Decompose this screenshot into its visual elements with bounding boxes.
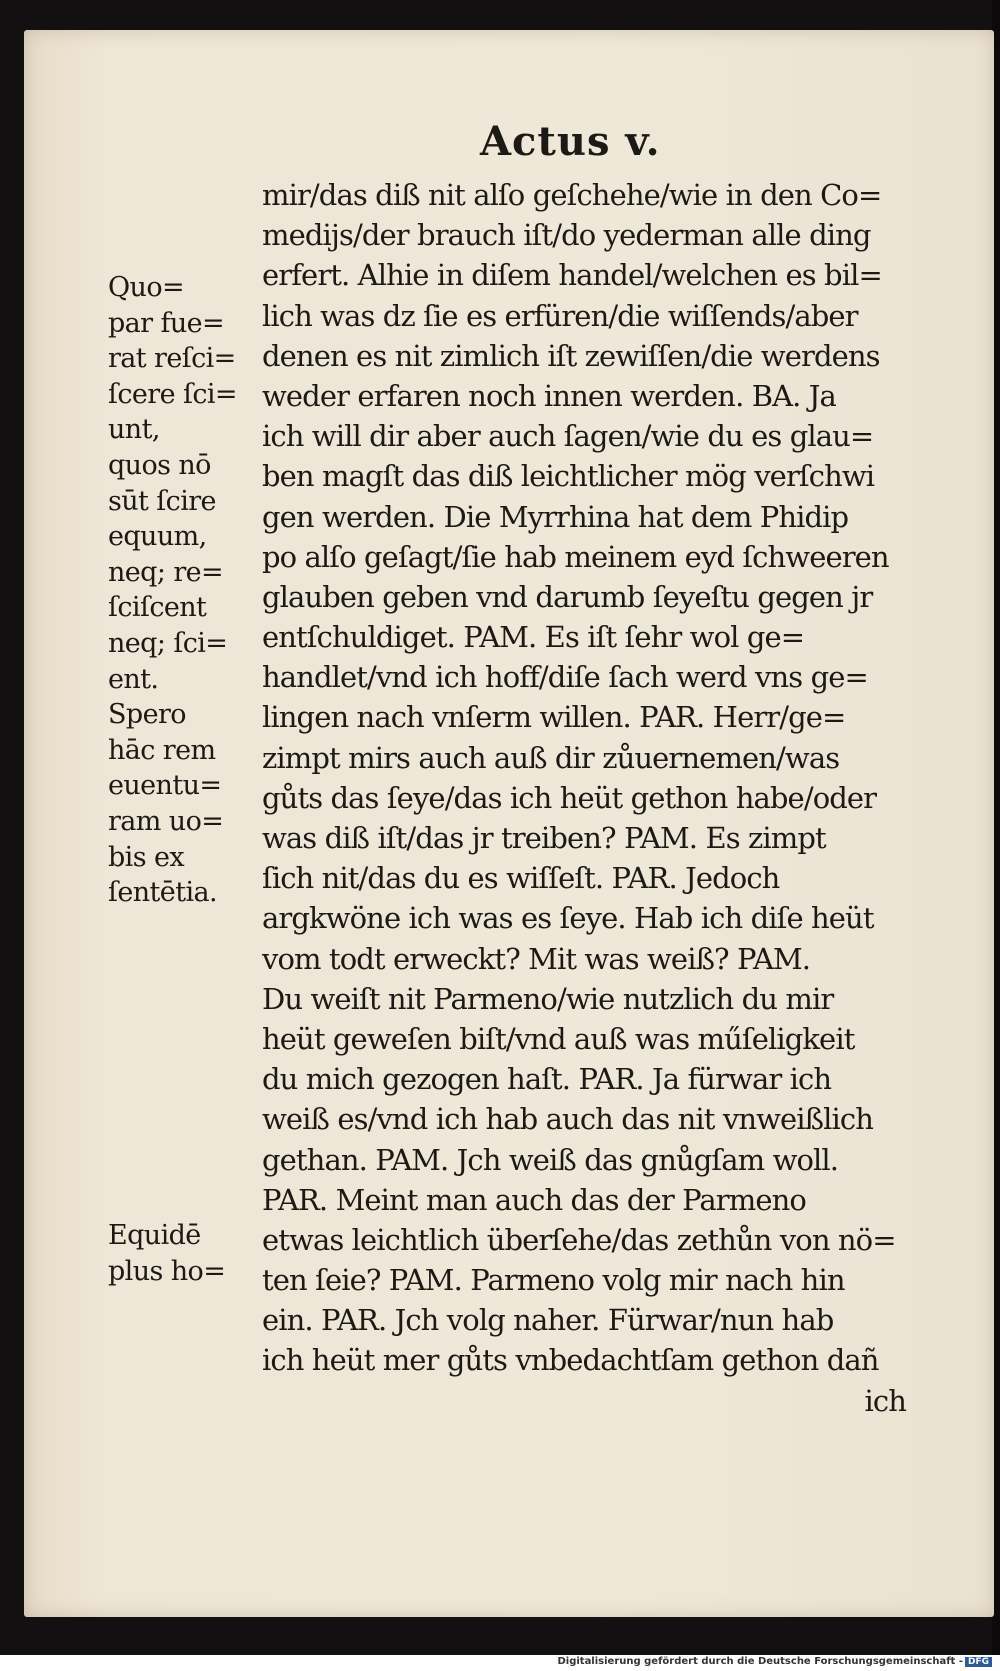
text-line: entſchuldiget. PAM. Es iſt ſehr wol ge= [262, 620, 805, 655]
margin-line: Spero [108, 699, 186, 731]
margin-line: ſcere ſci= [108, 378, 237, 410]
margin-line: rat reſci= [108, 343, 236, 375]
margin-note-2 [108, 1218, 268, 1289]
text-line: lich was dz ſie es erfüren/die wiſſends/aber [262, 298, 858, 333]
text-line: ſich nit/das du es wiſſeſt. PAR. Jedoch [262, 861, 780, 896]
text-line: handlet/vnd ich hoff/diſe ſach werd vns ge= [262, 660, 868, 695]
footer-credit [557, 1656, 992, 1667]
text-line: ich [864, 1383, 906, 1418]
margin-line: quos nō [108, 449, 211, 481]
margin-note-1 [108, 270, 268, 911]
text-line: vom todt erweckt? Mit was weiß? PAM. [262, 941, 811, 976]
text-line: mir/das diß nit alſo geſchehe/wie in den Co= [262, 178, 882, 212]
margin-line: neq; ſci= [108, 627, 228, 659]
text-line: ich will dir aber auch ſagen/wie du es glau= [262, 419, 874, 454]
margin-line: unt, [108, 414, 160, 446]
text-line: PAR. Meint man auch das der Parmeno [262, 1182, 806, 1217]
text-line: gůts das ſeye/das ich heüt gethon habe/oder [262, 780, 877, 815]
margin-line: ent. [108, 663, 159, 695]
dfg-logo: DFG [965, 1657, 992, 1667]
main-text-block [262, 175, 942, 1421]
text-line: glauben geben vnd darumb ſeyeſtu gegen jr [262, 579, 873, 614]
margin-line: Equidē [108, 1220, 201, 1251]
text-line: lingen nach vnſerm willen. PAR. Herr/ge= [262, 700, 846, 735]
text-line: weiß es/vnd ich hab auch das nit vnweißlich [262, 1102, 874, 1137]
margin-line: euentu= [108, 770, 222, 802]
margin-line: neq; re= [108, 556, 224, 588]
page-header: Actus v. [480, 118, 661, 165]
text-line: was diß iſt/das jr treiben? PAM. Es zimpt [262, 821, 826, 855]
margin-line: Quo= [108, 272, 185, 303]
text-line: argkwöne ich was es ſeye. Hab ich diſe heüt [262, 901, 874, 936]
text-line: denen es nit zimlich iſt zewiſſen/die werdens [262, 338, 880, 373]
text-line: ben magſt das diß leichtlicher mög verſchwi [262, 459, 875, 494]
text-line: ein. PAR. Jch volg naher. Fürwar/nun hab [262, 1303, 834, 1338]
text-line: heüt geweſen biſt/vnd auß was műſeligkeit [262, 1021, 855, 1056]
margin-line: bis ex [108, 841, 184, 873]
text-line: gen werden. Die Myrrhina hat dem Phidip [262, 499, 849, 534]
text-line: medijs/der brauch iſt/do yederman alle ding [262, 218, 871, 253]
margin-line: hāc rem [108, 734, 216, 766]
margin-line: par fue= [108, 307, 225, 339]
margin-line: ram uo= [108, 805, 224, 837]
margin-line: ſentētia. [108, 877, 217, 909]
text-line: ich heüt mer gůts vnbedachtſam gethon dañ [262, 1343, 879, 1378]
text-line: du mich gezogen haſt. PAR. Ja fürwar ich [262, 1062, 832, 1097]
text-line: erfert. Alhie in diſem handel/welchen es bil= [262, 258, 882, 293]
margin-line: ſciſcent [108, 592, 207, 624]
text-line: gethan. PAM. Jch weiß das gnůgſam woll. [262, 1142, 839, 1177]
text-line: ten ſeie? PAM. Parmeno volg mir nach hin [262, 1263, 845, 1298]
text-line: po alſo geſagt/ſie hab meinem eyd ſchweeren [262, 539, 889, 574]
margin-line: equum, [108, 521, 207, 553]
text-line: zimpt mirs auch auß dir zůuernemen/was [262, 740, 840, 775]
margin-line: plus ho= [108, 1255, 226, 1287]
footer-text: Digitalisierung gefördert durch die Deutsche Forschungsgemeinschaft - [557, 1656, 963, 1667]
margin-line: sūt ſcire [108, 485, 216, 517]
text-line: Du weiſt nit Parmeno/wie nutzlich du mir [262, 981, 834, 1016]
text-line: weder erfaren noch innen werden. BA. Ja [262, 378, 836, 413]
text-line: etwas leichtlich überſehe/das zethůn von nö= [262, 1222, 896, 1257]
